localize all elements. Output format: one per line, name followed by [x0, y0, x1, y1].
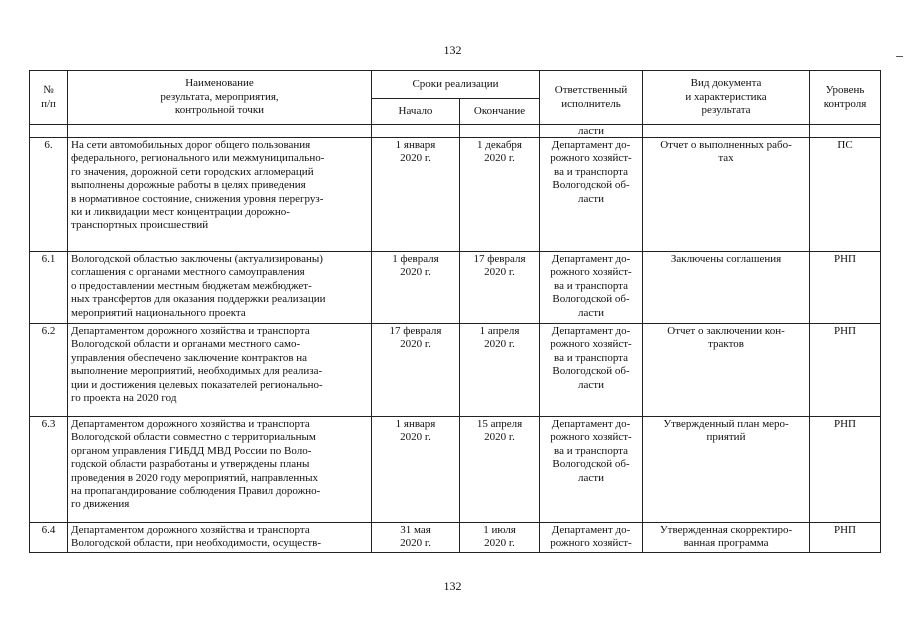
- row-start-date: 1 февраля 2020 г.: [372, 252, 460, 324]
- header-end: Окончание: [460, 99, 540, 125]
- table-row: [30, 252, 881, 324]
- header-row: [30, 71, 881, 99]
- row-name: На сети автомобильных дорог общего пользования федерального, регионального или межмуниципально- го значения, дорожной сети городских агломераций выполнены дорожные работы в целях приведения в нормативное состояние, снижения уровня перегруз- ки и ликвидации мест концентрации дорожно- транспортных происшествий: [68, 138, 372, 252]
- row-start-date: 31 мая 2020 г.: [372, 523, 460, 553]
- row-end-date: 1 декабря 2020 г.: [460, 138, 540, 252]
- row-number: 6.4: [30, 523, 68, 553]
- corner-mark: [896, 56, 903, 57]
- row-number: 6.2: [30, 324, 68, 417]
- header-name: Наименование результата, мероприятия, контрольной точки: [68, 71, 372, 125]
- page-number-top: 132: [443, 43, 462, 57]
- row-name: Департаментом дорожного хозяйства и транспорта Вологодской области совместно с территориальным органом управления ГИБДД МВД России по Воло- годской области разработаны и утверждены планы проведения в 2020 году мероприятий, направленных на пропагандирование соблюдения Правил дорожно- го движения: [68, 417, 372, 523]
- table-row: [30, 417, 881, 523]
- header-start: Начало: [372, 99, 460, 125]
- table-row: [30, 138, 881, 252]
- row-responsible: Департамент до- рожного хозяйст- ва и транспорта Вологодской об- ласти: [540, 417, 643, 523]
- table-row: [30, 523, 881, 553]
- row-document: Отчет о выполненных рабо- тах: [643, 138, 810, 252]
- row-control-level: РНП: [810, 523, 881, 553]
- row-document: Утвержденный план меро- приятий: [643, 417, 810, 523]
- row-control-level: РНП: [810, 324, 881, 417]
- header-num: № п/п: [30, 71, 68, 125]
- row-name: Департаментом дорожного хозяйства и транспорта Вологодской области и органами местного само- управления обеспечено заключение контрактов на выполнение мероприятий, необходимых для реализа- ции и достижения целевых показателей регионально- го проекта на 2020 год: [68, 324, 372, 417]
- row-responsible: Департамент до- рожного хозяйст- ва и транспорта Вологодской об- ласти: [540, 324, 643, 417]
- row-responsible: Департамент до- рожного хозяйст- ва и транспорта Вологодской об- ласти: [540, 138, 643, 252]
- row-start-date: 17 февраля 2020 г.: [372, 324, 460, 417]
- row-start-date: 1 января 2020 г.: [372, 417, 460, 523]
- row-name: Департаментом дорожного хозяйства и транспорта Вологодской области, при необходимости, осуществ-: [68, 523, 372, 553]
- row-document: Утвержденная скорректиро- ванная программа: [643, 523, 810, 553]
- implementation-plan-table: [29, 70, 881, 553]
- row-end-date: 1 апреля 2020 г.: [460, 324, 540, 417]
- header-responsible: Ответственный исполнитель: [540, 71, 643, 125]
- header-control-level: Уровень контроля: [810, 71, 881, 125]
- carry-over-text: ласти: [540, 125, 643, 138]
- row-responsible: Департамент до- рожного хозяйст-: [540, 523, 643, 553]
- row-end-date: 1 июля 2020 г.: [460, 523, 540, 553]
- row-responsible: Департамент до- рожного хозяйст- ва и транспорта Вологодской об- ласти: [540, 252, 643, 324]
- row-number: 6.3: [30, 417, 68, 523]
- row-name: Вологодской областью заключены (актуализированы) соглашения с органами местного самоуправления о предоставлении местным бюджетам межбюджет- ных трансфертов для оказания поддержки реализации мероприятий национального проекта: [68, 252, 372, 324]
- header-document: Вид документа и характеристика результата: [643, 71, 810, 125]
- row-control-level: РНП: [810, 252, 881, 324]
- row-number: 6.1: [30, 252, 68, 324]
- row-start-date: 1 января 2020 г.: [372, 138, 460, 252]
- page-number-bottom: 132: [443, 579, 462, 593]
- table-row: [30, 324, 881, 417]
- row-end-date: 17 февраля 2020 г.: [460, 252, 540, 324]
- row-control-level: ПС: [810, 138, 881, 252]
- row-document: Отчет о заключении кон- трактов: [643, 324, 810, 417]
- header-terms: Сроки реализации: [372, 71, 540, 99]
- carry-over-row: [30, 125, 881, 138]
- row-number: 6.: [30, 138, 68, 252]
- row-end-date: 15 апреля 2020 г.: [460, 417, 540, 523]
- row-document: Заключены соглашения: [643, 252, 810, 324]
- row-control-level: РНП: [810, 417, 881, 523]
